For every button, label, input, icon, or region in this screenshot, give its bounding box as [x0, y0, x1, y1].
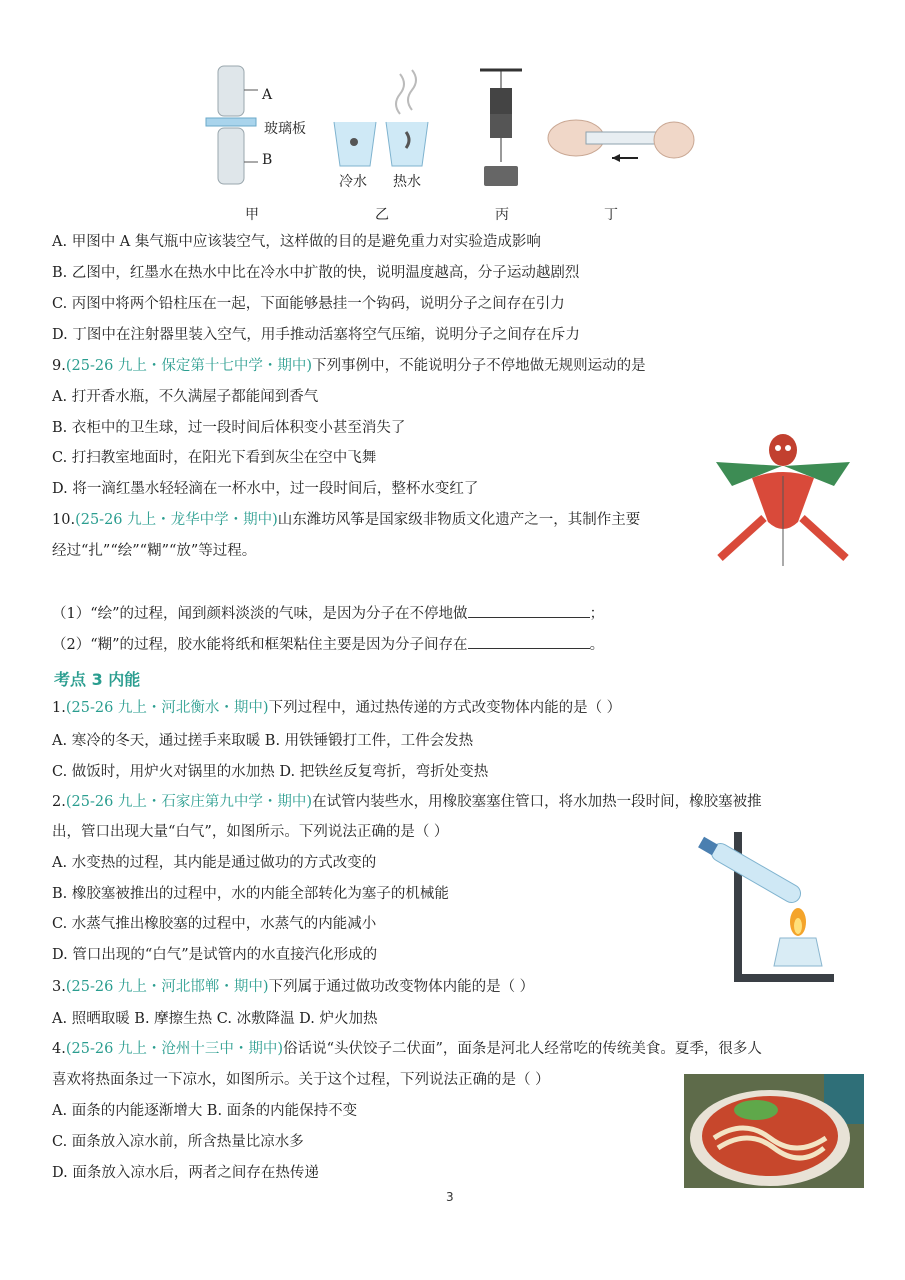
s1-options-line2: C. 做饭时，用炉火对锅里的水加热 D. 把铁丝反复弯折，弯折处变热	[52, 764, 489, 780]
label-a: A	[262, 87, 273, 103]
q10-stem-text: 山东潍坊风筝是国家级非物质文化遗产之一，其制作主要	[277, 512, 641, 528]
s1-source: (25-26 九上・河北衡水・期中)	[65, 700, 269, 716]
q9-option-a: A. 打开香水瓶，不久满屋子都能闻到香气	[52, 389, 319, 405]
q9-option-c: C. 打扫教室地面时，在阳光下看到灰尘在空中飞舞	[52, 450, 377, 466]
s1-stem: 1.(25-26 九上・河北衡水・期中)下列过程中，通过热传递的方式改变物体内能的是（ ）	[52, 700, 622, 716]
s2-option-d: D. 管口出现的“白气”是试管内的水直接汽化形成的	[52, 947, 378, 963]
figure-yi-beakers	[330, 66, 430, 170]
page-number: 3	[446, 1190, 454, 1204]
caption-yi: 乙	[375, 207, 389, 223]
s3-stem: 3.(25-26 九上・河北邯郸・期中)下列属于通过做功改变物体内能的是（ ）	[52, 979, 535, 995]
q10-stem-line2: 经过“扎”“绘”“糊”“放”等过程。	[52, 543, 257, 559]
q10-sub1-blank[interactable]	[468, 603, 590, 618]
s4-options-line2: C. 面条放入凉水前，所含热量比凉水多	[52, 1134, 304, 1150]
s2-stem-line1: 2.(25-26 九上・石家庄第九中学・期中)在试管内装些水，用橡胶塞塞住管口，将水加热一段时间，橡胶塞被推	[52, 794, 762, 810]
s4-options-line1: A. 面条的内能逐渐增大 B. 面条的内能保持不变	[52, 1103, 358, 1119]
q10-stem-line1	[52, 510, 640, 530]
q9-option-d: D. 将一滴红墨水轻轻滴在一杯水中，过一段时间后，整杯水变红了	[52, 481, 479, 497]
q10-sub1: （1）“绘”的过程，闻到颜料淡淡的气味，是因为分子在不停地做 ；	[52, 603, 604, 624]
s3-source: (25-26 九上・河北邯郸・期中)	[65, 979, 269, 995]
s4-stem-line2: 喜欢将热面条过一下凉水，如图所示。关于这个过程，下列说法正确的是（ ）	[52, 1072, 550, 1088]
s2-stem-line2: 出，管口出现大量“白气”，如图所示。下列说法正确的是（ ）	[52, 824, 449, 840]
kite-image	[712, 426, 854, 566]
s1-options-line1: A. 寒冷的冬天，通过搓手来取暖 B. 用铁锤锻打工件，工件会发热	[52, 733, 474, 749]
q10-number: 10.	[52, 512, 76, 528]
figure-bing-lead-cylinders	[476, 66, 526, 190]
label-hot-water: 热水	[393, 174, 421, 190]
caption-ding: 丁	[604, 207, 618, 223]
s4-stem-line1: 4.(25-26 九上・沧州十三中・期中)俗话说“头伏饺子二伏面”，面条是河北人经常吃的传统美食。夏季，很多人	[52, 1041, 762, 1057]
q9-stem	[52, 356, 646, 376]
figure-ding-syringe	[546, 110, 698, 172]
q10-source: (25-26 九上・龙华中学・期中)	[75, 512, 278, 528]
label-cold-water: 冷水	[339, 174, 367, 190]
q8-option-a: A. 甲图中 A 集气瓶中应该装空气，这样做的目的是避免重力对实验造成影响	[52, 234, 541, 250]
caption-bing: 丙	[495, 207, 509, 223]
section-title: 考点 3 内能	[54, 670, 141, 689]
q9-option-b: B. 衣柜中的卫生球，过一段时间后体积变小甚至消失了	[52, 420, 406, 436]
q8-option-c: C. 丙图中将两个铅柱压在一起，下面能够悬挂一个钩码，说明分子之间存在引力	[52, 296, 565, 312]
s3-options: A. 照晒取暖 B. 摩擦生热 C. 冰敷降温 D. 炉火加热	[52, 1011, 378, 1027]
label-b: B	[262, 152, 273, 168]
test-tube-apparatus-image	[694, 826, 834, 986]
q9-source: (25-26 九上・保定第十七中学・期中)	[65, 358, 313, 374]
s2-option-b: B. 橡胶塞被推出的过程中，水的内能全部转化为塞子的机械能	[52, 886, 449, 902]
s2-option-c: C. 水蒸气推出橡胶塞的过程中，水蒸气的内能减小	[52, 916, 377, 932]
q9-stem-text: 下列事例中，不能说明分子不停地做无规则运动的是	[312, 358, 646, 374]
s2-option-a: A. 水变热的过程，其内能是通过做功的方式改变的	[52, 855, 377, 871]
s4-source: (25-26 九上・沧州十三中・期中)	[65, 1041, 284, 1057]
label-glass-plate: 玻璃板	[264, 121, 306, 137]
noodle-bowl-image	[684, 1074, 864, 1188]
q8-option-d: D. 丁图中在注射器里装入空气，用手推动活塞将空气压缩，说明分子之间存在斥力	[52, 327, 580, 343]
s4-options-line3: D. 面条放入凉水后，两者之间存在热传递	[52, 1165, 319, 1181]
caption-jia: 甲	[245, 207, 259, 223]
figure-jia-bottles	[200, 62, 260, 190]
q10-sub2-blank[interactable]	[468, 634, 590, 649]
q10-sub2: （2）“糊”的过程，胶水能将纸和框架粘住主要是因为分子间存在 。	[52, 634, 604, 655]
q9-number: 9.	[52, 358, 66, 374]
s2-source: (25-26 九上・石家庄第九中学・期中)	[65, 794, 313, 810]
q8-option-b: B. 乙图中，红墨水在热水中比在冷水中扩散的快，说明温度越高，分子运动越剧烈	[52, 265, 580, 281]
